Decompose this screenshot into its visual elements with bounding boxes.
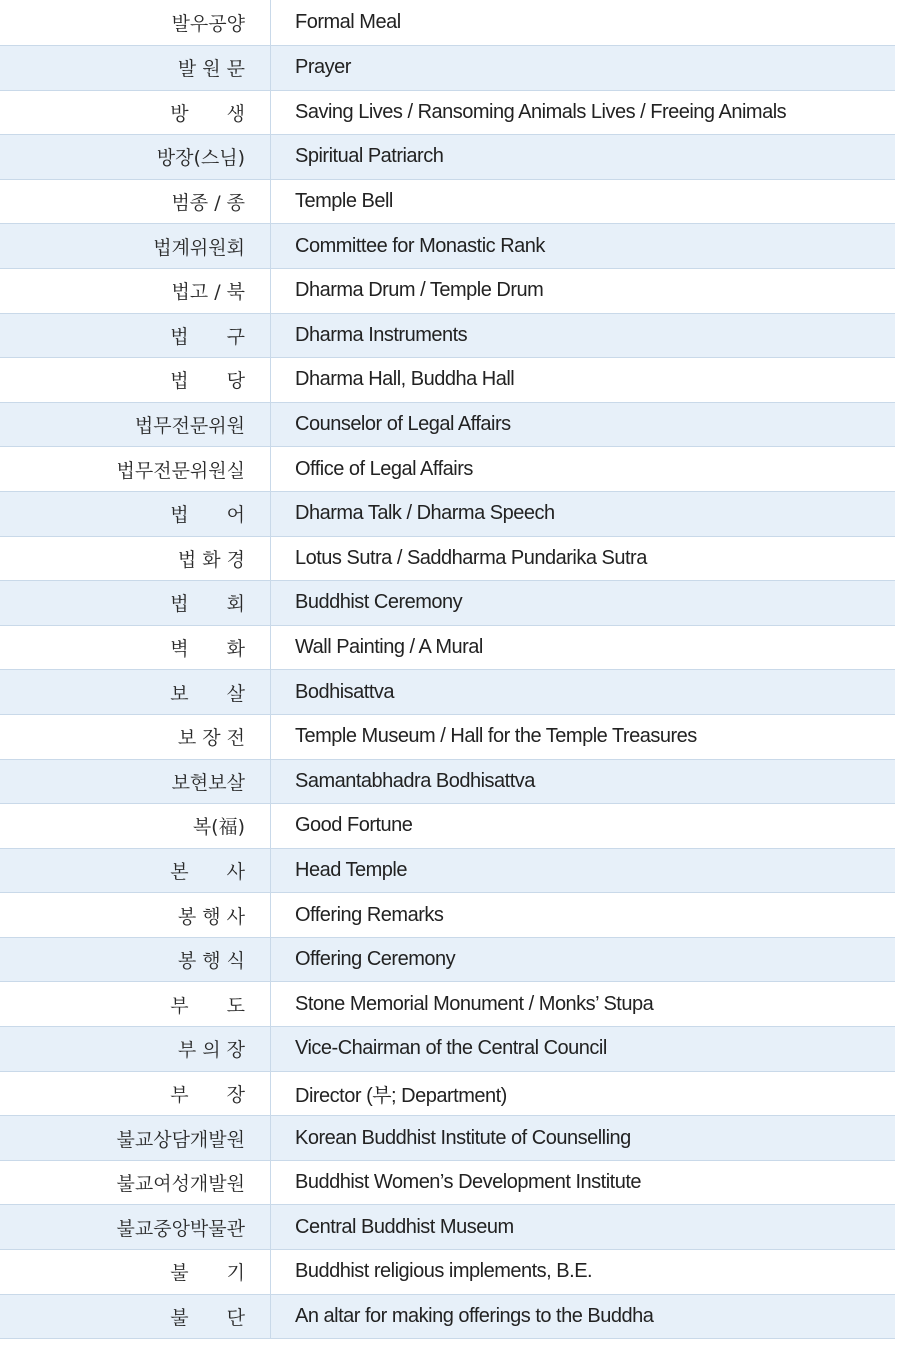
korean-term: 발 원 문: [0, 46, 271, 90]
table-row: [0, 1116, 895, 1161]
table-row: [0, 224, 895, 269]
korean-term: 보 장 전: [0, 715, 271, 759]
korean-term: 범종 / 종: [0, 180, 271, 224]
korean-term: 불교상담개발원: [0, 1116, 271, 1160]
table-row: [0, 358, 895, 403]
table-row: [0, 91, 895, 136]
korean-term: 복(福): [0, 804, 271, 848]
table-row: [0, 849, 895, 894]
table-row: [0, 715, 895, 760]
korean-term: 보 살: [0, 670, 271, 714]
english-definition: Saving Lives / Ransoming Animals Lives / Freeing Animals: [295, 100, 787, 123]
table-row: [0, 314, 895, 359]
english-definition: Dharma Drum / Temple Drum: [295, 279, 544, 302]
english-definition: Korean Buddhist Institute of Counselling: [295, 1126, 631, 1149]
korean-term: 법무전문위원: [0, 403, 271, 447]
english-definition: Vice-Chairman of the Central Council: [295, 1037, 607, 1060]
korean-term: 법무전문위원실: [0, 447, 271, 491]
english-definition: Good Fortune: [295, 814, 413, 837]
table-row: [0, 492, 895, 537]
english-definition: Wall Painting / A Mural: [295, 636, 483, 659]
korean-term: 부 장: [0, 1072, 271, 1116]
table-row: [0, 670, 895, 715]
table-row: [0, 626, 895, 671]
korean-term: 법 당: [0, 358, 271, 402]
english-definition: Stone Memorial Monument / Monks’ Stupa: [295, 992, 654, 1015]
korean-term: 법 회: [0, 581, 271, 625]
table-row: [0, 403, 895, 448]
table-row: [0, 0, 895, 46]
korean-term: 불 기: [0, 1250, 271, 1294]
table-row: [0, 804, 895, 849]
korean-term: 부 의 장: [0, 1027, 271, 1071]
english-definition: Office of Legal Affairs: [295, 457, 473, 480]
korean-term: 법 화 경: [0, 537, 271, 581]
table-row: [0, 269, 895, 314]
table-row: [0, 447, 895, 492]
table-row: [0, 982, 895, 1027]
table-row: [0, 893, 895, 938]
korean-term: 법 구: [0, 314, 271, 358]
english-definition: Buddhist Women’s Development Institute: [295, 1171, 642, 1194]
english-definition: Samantabhadra Bodhisattva: [295, 769, 535, 792]
table-row: [0, 135, 895, 180]
table-row: [0, 1250, 895, 1295]
english-definition: Bodhisattva: [295, 680, 395, 703]
korean-term: 불교중앙박물관: [0, 1205, 271, 1249]
english-definition: Offering Ceremony: [295, 948, 456, 971]
english-definition: An altar for making offerings to the Buddha: [295, 1304, 654, 1327]
english-definition: Prayer: [295, 56, 351, 79]
english-definition: Buddhist Ceremony: [295, 591, 463, 614]
english-definition: Lotus Sutra / Saddharma Pundarika Sutra: [295, 546, 647, 569]
korean-term: 법고 / 북: [0, 269, 271, 313]
table-row: [0, 581, 895, 626]
english-definition: Counselor of Legal Affairs: [295, 413, 511, 436]
english-definition: Temple Bell: [295, 190, 393, 213]
table-row: [0, 938, 895, 983]
english-definition: Spiritual Patriarch: [295, 145, 444, 168]
english-definition: Director (부; Department): [295, 1084, 507, 1107]
english-definition: Offering Remarks: [295, 903, 444, 926]
korean-term: 불교여성개발원: [0, 1161, 271, 1205]
table-row: [0, 1027, 895, 1072]
english-definition: Head Temple: [295, 858, 407, 881]
korean-term: 부 도: [0, 982, 271, 1026]
english-definition: Buddhist religious implements, B.E.: [295, 1260, 593, 1283]
table-row: [0, 1295, 895, 1340]
table-row: [0, 1072, 895, 1117]
english-definition: Formal Meal: [295, 11, 401, 33]
table-row: [0, 46, 895, 91]
table-row: [0, 1205, 895, 1250]
korean-term: 방 생: [0, 91, 271, 135]
korean-term: 불 단: [0, 1295, 271, 1339]
korean-term: 본 사: [0, 849, 271, 893]
table-row: [0, 760, 895, 805]
english-definition: Dharma Talk / Dharma Speech: [295, 502, 555, 525]
korean-term: 벽 화: [0, 626, 271, 670]
korean-term: 법 어: [0, 492, 271, 536]
korean-term: 봉 행 식: [0, 938, 271, 982]
korean-term: 법계위원회: [0, 224, 271, 268]
english-definition: Dharma Instruments: [295, 323, 468, 346]
table-row: [0, 1161, 895, 1206]
table-row: [0, 180, 895, 225]
korean-term: 방장(스님): [0, 135, 271, 179]
english-definition: Central Buddhist Museum: [295, 1215, 514, 1238]
english-definition: Committee for Monastic Rank: [295, 234, 545, 257]
korean-term: 발우공양: [0, 0, 271, 45]
english-definition: Temple Museum / Hall for the Temple Treasures: [295, 725, 697, 748]
korean-term: 봉 행 사: [0, 893, 271, 937]
table-row: [0, 537, 895, 582]
korean-term: 보현보살: [0, 760, 271, 804]
english-definition: Dharma Hall, Buddha Hall: [295, 368, 515, 391]
